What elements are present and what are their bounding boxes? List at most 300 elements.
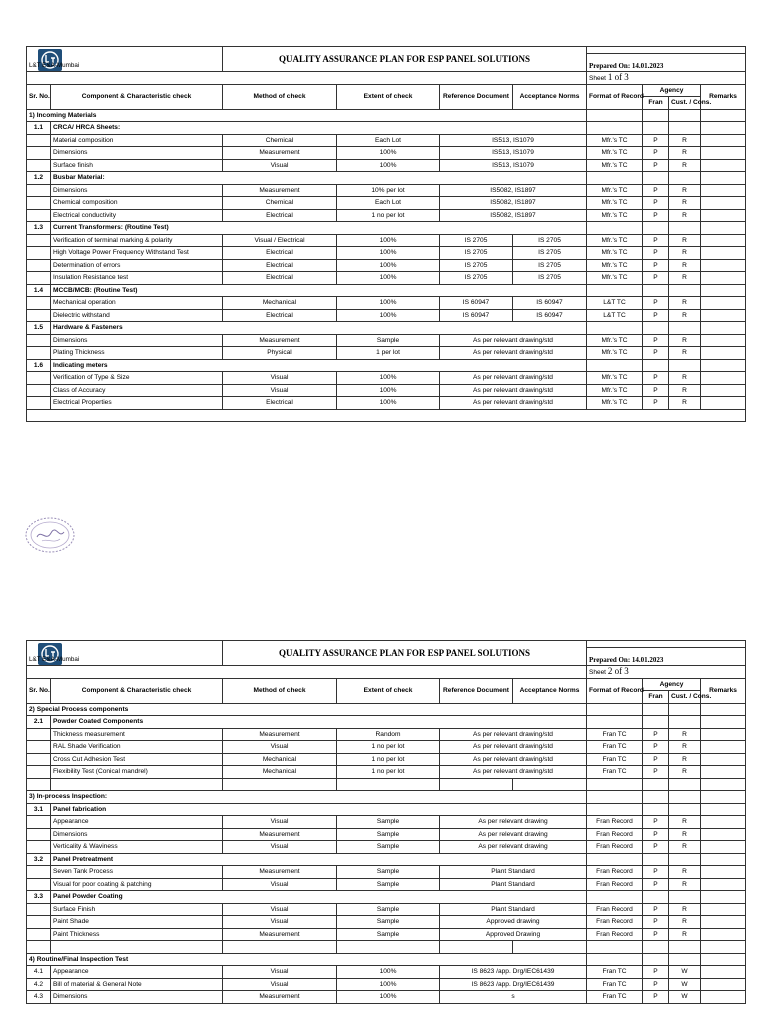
- table-row: [27, 397, 746, 410]
- table-row: [27, 347, 746, 360]
- acceptance-cell: IS 2705: [513, 247, 587, 260]
- empty-cell: [669, 122, 701, 135]
- format-cell: Fran Record: [587, 841, 643, 854]
- format-cell: Fran TC: [587, 766, 643, 779]
- fran-cell: P: [643, 866, 669, 879]
- component-cell: Determination of errors: [51, 259, 223, 272]
- empty-cell: [701, 953, 746, 966]
- format-cell: Mfr.'s TC: [587, 272, 643, 285]
- table-row: [27, 741, 746, 754]
- qap-table: [26, 46, 746, 422]
- table-row: [27, 828, 746, 841]
- extent-cell: Sample: [337, 816, 440, 829]
- format-cell: Fran Record: [587, 928, 643, 941]
- acceptance-cell: IS 2705: [513, 234, 587, 247]
- fran-cell: P: [643, 197, 669, 210]
- extent-cell: 100%: [337, 259, 440, 272]
- method-cell: Measurement: [223, 828, 337, 841]
- extent-cell: 100%: [337, 991, 440, 1004]
- sr-no: 1.6: [27, 359, 51, 372]
- format-cell: Fran Record: [587, 916, 643, 929]
- table-row: [27, 728, 746, 741]
- cust-cell: R: [669, 816, 701, 829]
- empty-cell: [669, 172, 701, 185]
- empty-cell: [587, 941, 643, 954]
- reference-cell: IS 60947: [440, 309, 513, 322]
- col-extent: Extent of check: [337, 678, 440, 703]
- reference-cell: As per relevant drawing/std: [440, 334, 587, 347]
- format-cell: Mfr.'s TC: [587, 184, 643, 197]
- acceptance-cell: IS 2705: [513, 272, 587, 285]
- format-cell: Fran TC: [587, 728, 643, 741]
- remarks-cell: [701, 334, 746, 347]
- remarks-cell: [701, 878, 746, 891]
- subsection-title: Panel fabrication: [51, 803, 587, 816]
- extent-cell: Random: [337, 728, 440, 741]
- col-fran: Fran: [643, 691, 669, 704]
- method-cell: Visual: [223, 978, 337, 991]
- extent-cell: 100%: [337, 372, 440, 385]
- empty-cell: [643, 284, 669, 297]
- method-cell: Mechanical: [223, 297, 337, 310]
- empty-cell: [701, 703, 746, 716]
- empty-cell: [701, 803, 746, 816]
- section-title: 4) Routine/Final Inspection Test: [27, 953, 587, 966]
- section-title: 2) Special Process components: [27, 703, 587, 716]
- company-name: L&T E&A-Mumbai: [29, 656, 80, 663]
- col-format: Format of Record: [587, 84, 643, 109]
- empty-cell: [643, 359, 669, 372]
- component-cell: Appearance: [51, 816, 223, 829]
- format-cell: Mfr.'s TC: [587, 209, 643, 222]
- remarks-cell: [701, 134, 746, 147]
- method-cell: Visual: [223, 903, 337, 916]
- cust-cell: R: [669, 272, 701, 285]
- extent-cell: Each Lot: [337, 197, 440, 210]
- table-row: [27, 816, 746, 829]
- component-cell: Insulation Resistance test: [51, 272, 223, 285]
- sr-no: [27, 928, 51, 941]
- component-cell: Appearance: [51, 966, 223, 979]
- method-cell: Visual: [223, 916, 337, 929]
- document-title: QUALITY ASSURANCE PLAN FOR ESP PANEL SOLUTIONS: [223, 641, 587, 666]
- method-cell: Measurement: [223, 184, 337, 197]
- empty-cell: [587, 953, 643, 966]
- cust-cell: R: [669, 309, 701, 322]
- company-logo-cell: [27, 47, 223, 72]
- empty-cell: [701, 322, 746, 335]
- remarks-cell: [701, 728, 746, 741]
- table-row: [27, 966, 746, 979]
- cust-cell: R: [669, 878, 701, 891]
- reference-cell: As per relevant drawing/std: [440, 753, 587, 766]
- method-cell: Electrical: [223, 209, 337, 222]
- extent-cell: Sample: [337, 916, 440, 929]
- fran-cell: P: [643, 728, 669, 741]
- subsection-title: Hardware & Fasteners: [51, 322, 587, 335]
- table-row: [27, 247, 746, 260]
- empty-cell: [701, 716, 746, 729]
- fran-cell: P: [643, 347, 669, 360]
- sr-no: [27, 397, 51, 410]
- col-sr: Sr. No.: [27, 678, 51, 703]
- remarks-cell: [701, 159, 746, 172]
- format-cell: Mfr.'s TC: [587, 247, 643, 260]
- prepared-date: 14.01.2023: [631, 656, 664, 664]
- empty-cell: [701, 891, 746, 904]
- component-cell: Chemical composition: [51, 197, 223, 210]
- col-format: Format of Record: [587, 678, 643, 703]
- extent-cell: Sample: [337, 878, 440, 891]
- empty-cell: [587, 778, 643, 791]
- cust-cell: R: [669, 209, 701, 222]
- empty-cell: [27, 778, 51, 791]
- table-row: [27, 841, 746, 854]
- acceptance-cell: IS 60947: [513, 297, 587, 310]
- cust-cell: R: [669, 728, 701, 741]
- method-cell: Mechanical: [223, 753, 337, 766]
- empty-cell: [669, 941, 701, 954]
- empty-cell: [223, 778, 337, 791]
- empty-cell: [587, 891, 643, 904]
- empty-cell: [587, 322, 643, 335]
- remarks-cell: [701, 259, 746, 272]
- empty-cell: [669, 803, 701, 816]
- cust-cell: W: [669, 978, 701, 991]
- extent-cell: Each Lot: [337, 134, 440, 147]
- component-cell: Paint Thickness: [51, 928, 223, 941]
- subsection-title: Panel Pretreatment: [51, 853, 587, 866]
- sr-no: [27, 384, 51, 397]
- sr-no: [27, 134, 51, 147]
- col-agency: Agency: [643, 678, 701, 691]
- component-cell: Verification of Type & Size: [51, 372, 223, 385]
- cust-cell: R: [669, 184, 701, 197]
- col-remarks: Remarks: [701, 84, 746, 109]
- col-acceptance: Acceptance Norms: [513, 678, 587, 703]
- empty-cell: [337, 941, 440, 954]
- remarks-cell: [701, 147, 746, 160]
- cust-cell: R: [669, 766, 701, 779]
- subsection-row: [27, 803, 746, 816]
- extent-cell: 10% per lot: [337, 184, 440, 197]
- method-cell: Visual: [223, 384, 337, 397]
- col-reference: Reference Document: [440, 678, 513, 703]
- empty-cell: [223, 941, 337, 954]
- empty-cell: [669, 109, 701, 122]
- cust-cell: R: [669, 753, 701, 766]
- empty-cell: [701, 222, 746, 235]
- sr-no: [27, 766, 51, 779]
- empty-cell: [701, 172, 746, 185]
- sr-no: [27, 184, 51, 197]
- empty-cell: [587, 359, 643, 372]
- sr-no: [27, 259, 51, 272]
- sr-no: [27, 334, 51, 347]
- empty-cell: [643, 891, 669, 904]
- extent-cell: 1 no per lot: [337, 753, 440, 766]
- subsection-row: [27, 122, 746, 135]
- section-row: [27, 703, 746, 716]
- method-cell: Visual: [223, 816, 337, 829]
- prepared-block: [587, 641, 746, 666]
- cust-cell: R: [669, 134, 701, 147]
- cust-cell: R: [669, 741, 701, 754]
- component-cell: Dimensions: [51, 147, 223, 160]
- cust-cell: R: [669, 397, 701, 410]
- empty-cell: [513, 941, 587, 954]
- format-cell: Mfr.'s TC: [587, 147, 643, 160]
- remarks-cell: [701, 209, 746, 222]
- acceptance-cell: IS 2705: [513, 259, 587, 272]
- sr-no: [27, 828, 51, 841]
- fran-cell: P: [643, 297, 669, 310]
- method-cell: Electrical: [223, 309, 337, 322]
- component-cell: Verticality & Waviness: [51, 841, 223, 854]
- reference-cell: As per relevant drawing/std: [440, 766, 587, 779]
- remarks-cell: [701, 828, 746, 841]
- sr-no: 4.1: [27, 966, 51, 979]
- remarks-cell: [701, 309, 746, 322]
- remarks-cell: [701, 766, 746, 779]
- prepared-date: 14.01.2023: [631, 62, 664, 70]
- component-cell: Electrical conductivity: [51, 209, 223, 222]
- qap-table: [26, 640, 746, 1004]
- component-cell: Visual for poor coating & patching: [51, 878, 223, 891]
- sr-no: 4.3: [27, 991, 51, 1004]
- subsection-title: MCCB/MCB: (Routine Test): [51, 284, 587, 297]
- table-row: [27, 766, 746, 779]
- col-extent: Extent of check: [337, 84, 440, 109]
- sr-no: [27, 272, 51, 285]
- cust-cell: R: [669, 259, 701, 272]
- component-cell: Dimensions: [51, 828, 223, 841]
- qap-sheet-2: [26, 640, 745, 1004]
- extent-cell: 100%: [337, 309, 440, 322]
- empty-cell: [587, 791, 643, 804]
- empty-cell: [643, 778, 669, 791]
- fran-cell: P: [643, 903, 669, 916]
- empty-cell: [587, 109, 643, 122]
- component-cell: High Voltage Power Frequency Withstand Test: [51, 247, 223, 260]
- sr-no: 1.1: [27, 122, 51, 135]
- empty-cell: [587, 803, 643, 816]
- col-method: Method of check: [223, 678, 337, 703]
- empty-cell: [440, 941, 513, 954]
- cust-cell: R: [669, 903, 701, 916]
- empty-cell: [643, 172, 669, 185]
- format-cell: Mfr.'s TC: [587, 234, 643, 247]
- reference-cell: As per relevant drawing: [440, 841, 587, 854]
- empty-cell: [643, 803, 669, 816]
- sr-no: [27, 147, 51, 160]
- reference-cell: As per relevant drawing/std: [440, 397, 587, 410]
- fran-cell: P: [643, 334, 669, 347]
- table-row: [27, 334, 746, 347]
- col-remarks: Remarks: [701, 678, 746, 703]
- table-row: [27, 147, 746, 160]
- fran-cell: P: [643, 384, 669, 397]
- component-cell: Thickness measurement: [51, 728, 223, 741]
- empty-cell: [701, 853, 746, 866]
- table-row: [27, 753, 746, 766]
- sr-no: [27, 159, 51, 172]
- fran-cell: P: [643, 766, 669, 779]
- empty-cell: [643, 322, 669, 335]
- reference-cell: Approved Drawing: [440, 928, 587, 941]
- table-row: [27, 159, 746, 172]
- section-row: [27, 953, 746, 966]
- blank-cell: [27, 409, 746, 422]
- component-cell: Flexibility Test (Conical mandrel): [51, 766, 223, 779]
- col-fran: Fran: [643, 97, 669, 110]
- cust-cell: R: [669, 928, 701, 941]
- component-cell: Cross Cut Adhesion Test: [51, 753, 223, 766]
- empty-cell: [643, 941, 669, 954]
- method-cell: Visual: [223, 966, 337, 979]
- company-name: L&T E&A-Mumbai: [29, 62, 80, 69]
- remarks-cell: [701, 928, 746, 941]
- empty-row: [27, 778, 746, 791]
- cust-cell: R: [669, 297, 701, 310]
- method-cell: Measurement: [223, 928, 337, 941]
- format-cell: Fran Record: [587, 866, 643, 879]
- sr-no: 3.3: [27, 891, 51, 904]
- col-sr: Sr. No.: [27, 84, 51, 109]
- empty-cell: [587, 122, 643, 135]
- sr-no: [27, 841, 51, 854]
- fran-cell: P: [643, 916, 669, 929]
- table-row: [27, 372, 746, 385]
- remarks-cell: [701, 384, 746, 397]
- empty-cell: [669, 359, 701, 372]
- empty-cell: [669, 853, 701, 866]
- empty-cell: [643, 716, 669, 729]
- sr-no: [27, 209, 51, 222]
- sr-no: 4.2: [27, 978, 51, 991]
- sr-no: [27, 916, 51, 929]
- extent-cell: 100%: [337, 234, 440, 247]
- table-row: [27, 297, 746, 310]
- component-cell: Class of Accuracy: [51, 384, 223, 397]
- reference-cell: As per relevant drawing: [440, 828, 587, 841]
- empty-cell: [643, 122, 669, 135]
- sr-no: 3.1: [27, 803, 51, 816]
- subsection-title: Current Transformers: (Routine Test): [51, 222, 587, 235]
- reference-cell: IS5082, IS1897: [440, 209, 587, 222]
- format-cell: Fran TC: [587, 753, 643, 766]
- empty-cell: [701, 109, 746, 122]
- sr-no: [27, 816, 51, 829]
- remarks-cell: [701, 916, 746, 929]
- reference-cell: IS5082, IS1897: [440, 197, 587, 210]
- subsection-row: [27, 716, 746, 729]
- format-cell: Mfr.'s TC: [587, 347, 643, 360]
- cust-cell: R: [669, 841, 701, 854]
- extent-cell: Sample: [337, 866, 440, 879]
- component-cell: Surface Finish: [51, 903, 223, 916]
- method-cell: Electrical: [223, 397, 337, 410]
- empty-cell: [587, 172, 643, 185]
- reference-cell: As per relevant drawing/std: [440, 728, 587, 741]
- subsection-title: Powder Coated Components: [51, 716, 587, 729]
- sr-no: [27, 372, 51, 385]
- extent-cell: 1 no per lot: [337, 766, 440, 779]
- remarks-cell: [701, 297, 746, 310]
- fran-cell: P: [643, 841, 669, 854]
- extent-cell: 100%: [337, 147, 440, 160]
- subsection-row: [27, 891, 746, 904]
- cust-cell: R: [669, 234, 701, 247]
- fran-cell: P: [643, 816, 669, 829]
- fran-cell: P: [643, 272, 669, 285]
- sheet-label: Sheet: [589, 668, 606, 676]
- remarks-cell: [701, 966, 746, 979]
- section-title: 1) Incoming Materials: [27, 109, 587, 122]
- table-row: [27, 272, 746, 285]
- remarks-cell: [701, 741, 746, 754]
- section-row: [27, 109, 746, 122]
- table-row: [27, 384, 746, 397]
- format-cell: Mfr.'s TC: [587, 397, 643, 410]
- reference-cell: IS 8623 /app. Drg/IEC61439: [440, 966, 587, 979]
- reference-cell: As per relevant drawing/std: [440, 347, 587, 360]
- empty-cell: [643, 791, 669, 804]
- remarks-cell: [701, 247, 746, 260]
- reference-cell: As per relevant drawing: [440, 816, 587, 829]
- fran-cell: P: [643, 828, 669, 841]
- extent-cell: 100%: [337, 384, 440, 397]
- sr-no: [27, 247, 51, 260]
- sr-no: [27, 878, 51, 891]
- reference-cell: Plant Standard: [440, 878, 587, 891]
- reference-cell: Plant Standard: [440, 866, 587, 879]
- empty-cell: [337, 778, 440, 791]
- component-cell: Paint Shade: [51, 916, 223, 929]
- method-cell: Electrical: [223, 247, 337, 260]
- empty-cell: [51, 941, 223, 954]
- col-agency: Agency: [643, 84, 701, 97]
- extent-cell: 1 no per lot: [337, 209, 440, 222]
- cust-cell: R: [669, 384, 701, 397]
- method-cell: Measurement: [223, 147, 337, 160]
- component-cell: Bill of material & General Note: [51, 978, 223, 991]
- empty-cell: [669, 703, 701, 716]
- component-cell: Dielectric withstand: [51, 309, 223, 322]
- sr-no: 2.1: [27, 716, 51, 729]
- empty-cell: [701, 941, 746, 954]
- format-cell: Mfr.'s TC: [587, 259, 643, 272]
- extent-cell: 100%: [337, 272, 440, 285]
- subsection-row: [27, 359, 746, 372]
- reference-cell: IS 2705: [440, 247, 513, 260]
- sr-no: 1.3: [27, 222, 51, 235]
- sr-no: 1.4: [27, 284, 51, 297]
- col-cust: Cust. / Cons.: [669, 97, 701, 110]
- acceptance-cell: IS 60947: [513, 309, 587, 322]
- method-cell: Electrical: [223, 259, 337, 272]
- table-row: [27, 259, 746, 272]
- fran-cell: P: [643, 991, 669, 1004]
- prepared-label: Prepared On:: [589, 62, 631, 70]
- reference-cell: s: [440, 991, 587, 1004]
- empty-cell: [51, 778, 223, 791]
- method-cell: Visual: [223, 372, 337, 385]
- empty-cell: [669, 284, 701, 297]
- component-cell: Dimensions: [51, 991, 223, 1004]
- sr-no: [27, 297, 51, 310]
- sheet-number: [587, 72, 746, 85]
